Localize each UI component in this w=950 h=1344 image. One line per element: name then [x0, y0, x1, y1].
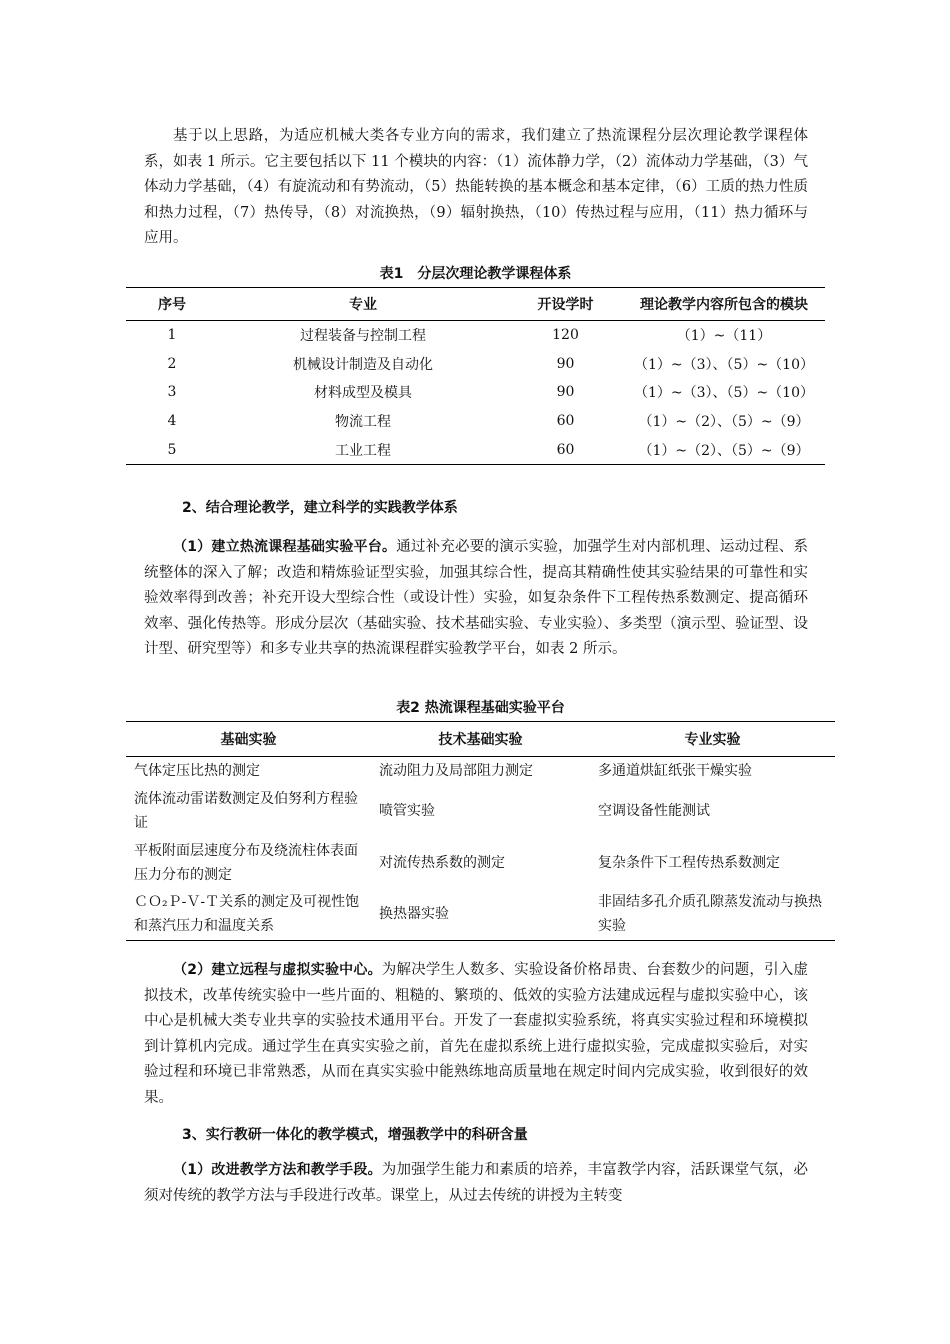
table-cell: 120: [552, 327, 579, 344]
table-cell: （1）~（3）、（5）~（10）: [634, 385, 814, 402]
table-cell: 对流传热系数的测定: [379, 854, 505, 871]
table-cell: 机械设计制造及自动化: [293, 356, 433, 373]
paragraph-lead: （1）建立热流课程基础实验平台。: [173, 539, 397, 555]
table-row: [126, 889, 835, 941]
table-cell: （1）~（3）、（5）~（10）: [634, 356, 814, 373]
table1: [126, 287, 825, 465]
paragraph-text: 基于以上思路，为适应机械大类各专业方向的需求，我们建立了热流课程分层次理论教学课程体系，如表 1 所示。它主要包括以下 11 个模块的内容：（1）流体静力学，（2）流体动力学基础，（3）气体动力学基础，（4）有旋流动和有势流动，（5）热能转换的基本概念和基本定律，（6）工质的热力性质和热力过程，（7）热传导，（8）对流换热，（9）辐射换热，（10）传热过程与应用，（11）热力循环与应用。: [144, 128, 808, 246]
table-cell: 60: [556, 441, 575, 458]
section-heading-3: 3、实行教研一体化的教学模式，增强教学中的科研含量: [182, 1127, 528, 1143]
table1-header-row: [126, 288, 825, 321]
table2-header-cell: 技术基础实验: [371, 722, 590, 757]
paragraph-text: 为解决学生人数多、实验设备价格昂贵、台套数少的问题，引入虚拟技术，改革传统实验中一些片面的、粗糙的、繁琐的、低效的实验方法建成远程与虚拟实验中心，该中心是机械大类专业共享的实验技术通用平台。开发了一套虚拟实验系统，将真实实验过程和环境模拟到计算机内完成。通过学生在真实实验之前，首先在虚拟系统上进行虚拟实验，完成虚拟实验后，对实验过程和环境已非常熟悉，从而在真实实验中能熟练地高质量地在规定时间内完成实验，收到很好的效果。: [144, 962, 808, 1106]
table2: [126, 721, 835, 941]
table-cell: 材料成型及模具: [314, 385, 412, 402]
paragraph-lead: （2）建立远程与虚拟实验中心。: [173, 962, 382, 978]
table2-header-cell: 专业实验: [590, 722, 835, 757]
table-row: [126, 757, 835, 785]
paragraph-experiment-platform: [144, 535, 808, 663]
paragraph-lead: （1）改进教学方法和教学手段。: [173, 1162, 382, 1178]
table-cell: 多通道烘缸纸张干燥实验: [598, 762, 752, 779]
paragraph-text: 为加强学生能力和素质的培养，丰富教学内容，活跃课堂气氛，必须对传统的教学方法与手段进行改革。课堂上，从过去传统的讲授为主转变: [144, 1162, 808, 1204]
table-cell: 60: [556, 413, 575, 430]
table-cell: 非固结多孔介质孔隙蒸发流动与换热实验: [598, 894, 822, 935]
table-cell: 物流工程: [335, 414, 391, 431]
table2-caption: 表2 热流课程基础实验平台: [396, 700, 565, 716]
table1-header-cell: 专业: [218, 288, 508, 321]
section-heading-2: 2、结合理论教学，建立科学的实践教学体系: [182, 500, 458, 516]
table-cell: 2: [167, 355, 177, 372]
table-cell: 1: [167, 327, 177, 344]
table-cell: ＣＯ₂Ｐ-Ｖ-Ｔ关系的测定及可视性饱和蒸汽压力和温度关系: [134, 894, 360, 935]
table-cell: （1）~（2）、（5）~（9）: [638, 442, 810, 459]
table-cell: 平板附面层速度分布及绕流柱体表面压力分布的测定: [134, 842, 358, 883]
table-cell: 空调设备性能测试: [598, 802, 710, 819]
table1-header-cell: 序号: [126, 288, 218, 321]
paragraph-teaching-methods: [144, 1158, 808, 1209]
paragraph-virtual-lab: [144, 958, 808, 1111]
table-cell: （1）~（11）: [676, 328, 772, 345]
table1-caption: 表1 分层次理论教学课程体系: [379, 266, 572, 282]
table-cell: 换热器实验: [379, 906, 449, 923]
table-cell: 气体定压比热的测定: [134, 762, 260, 779]
table-row: [126, 350, 825, 379]
table-cell: 工业工程: [335, 442, 391, 459]
table1-header-cell: 开设学时: [508, 288, 623, 321]
table-cell: 喷管实验: [379, 802, 435, 819]
table-cell: 4: [167, 413, 177, 430]
table-row: [126, 785, 835, 837]
table-cell: 3: [167, 384, 177, 401]
table-row: [126, 837, 835, 889]
table1-header-cell: 理论教学内容所包含的模块: [623, 288, 825, 321]
paragraph-text: 通过补充必要的演示实验，加强学生对内部机理、运动过程、系统整体的深入了解；改造和精炼验证型实验，加强其综合性，提高其精确性使其实验结果的可靠性和实验效率得到改善；补充开设大型综合性（或设计性）实验，如复杂条件下工程传热系数测定、提高循环效率、强化传热等。形成分层次（基础实验、技术基础实验、专业实验）、多类型（演示型、验证型、设计型、研究型等）和多专业共享的热流课程群实验教学平台，如表 2 所示。: [144, 539, 808, 657]
table2-header-cell: 基础实验: [126, 722, 371, 757]
table-row: [126, 407, 825, 436]
table-cell: 流体流动雷诺数测定及伯努利方程验证: [134, 790, 358, 831]
table-cell: 90: [556, 384, 575, 401]
table-cell: 流动阻力及局部阻力测定: [379, 762, 533, 779]
table2-header-row: [126, 722, 835, 757]
table-row: [126, 435, 825, 464]
table-cell: （1）~（2）、（5）~（9）: [638, 414, 810, 431]
table-cell: 90: [556, 355, 575, 372]
table-cell: 5: [167, 441, 177, 458]
paragraph-intro: [144, 124, 808, 252]
table-row: [126, 378, 825, 407]
table-cell: 复杂条件下工程传热系数测定: [598, 854, 780, 871]
table-row: [126, 321, 825, 350]
table-cell: 过程装备与控制工程: [300, 328, 426, 345]
